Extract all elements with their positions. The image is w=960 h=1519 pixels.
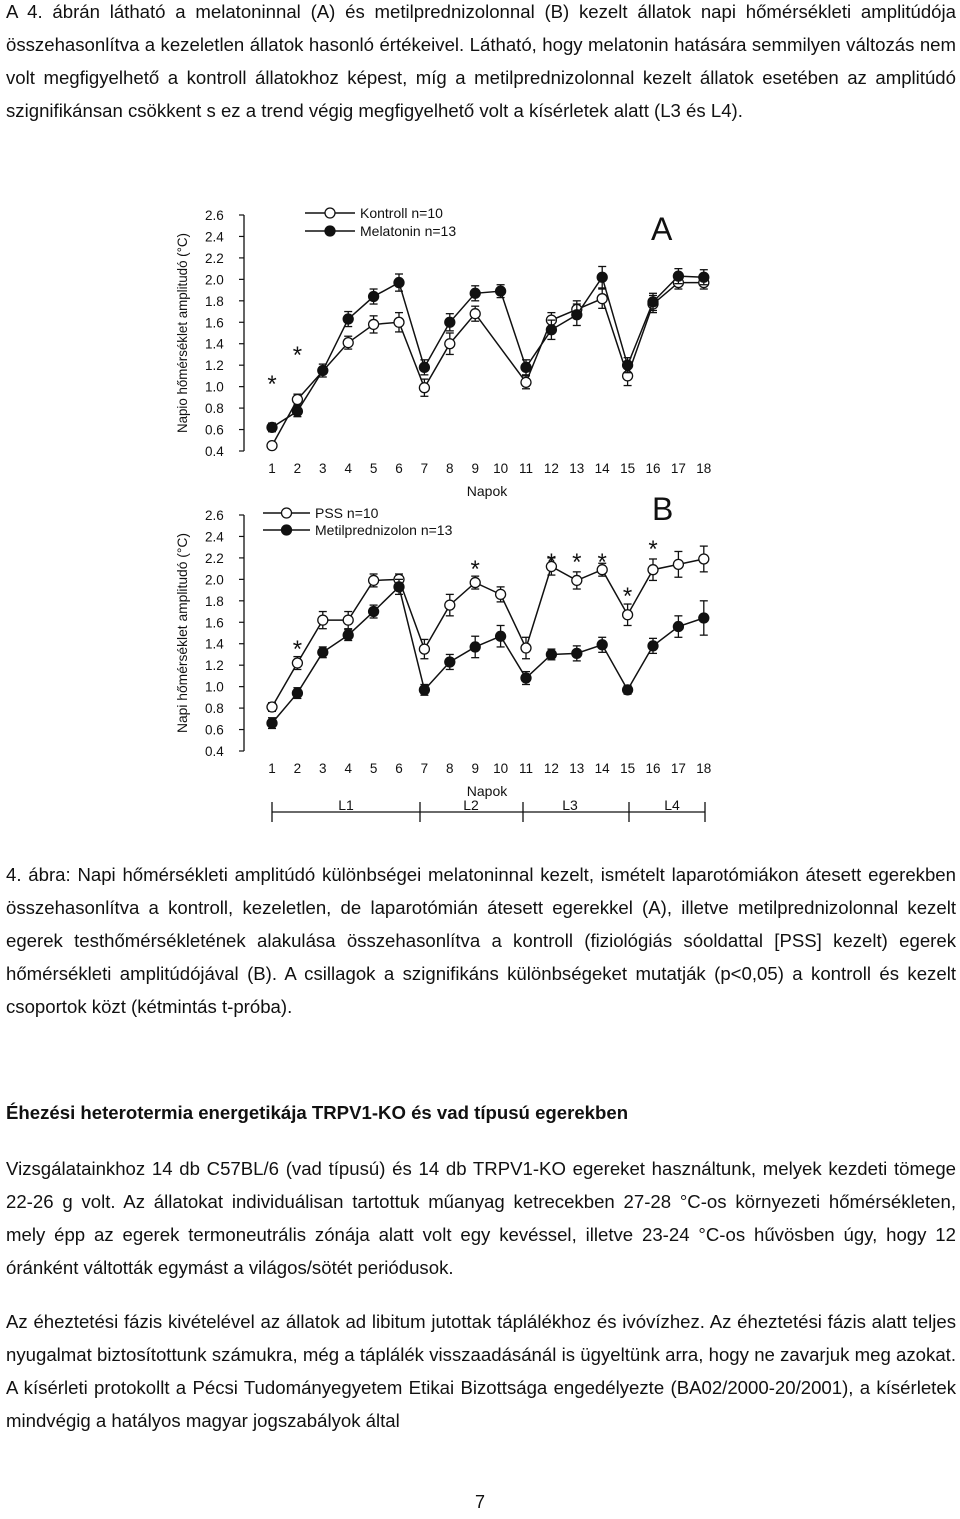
y-tick-label: 2.6 [205,508,224,523]
data-point [445,657,455,667]
data-point [369,292,379,302]
data-point [445,339,455,349]
data-point [394,278,404,288]
data-point [572,575,582,585]
y-tick-label: 1.4 [205,636,224,652]
x-tick-label: 10 [493,761,509,776]
x-axis-title: Napok [466,783,508,799]
series-line [272,559,704,707]
data-point [648,641,658,651]
y-tick-label: 1.2 [205,658,224,674]
legend-label: Kontroll n=10 [360,205,443,221]
y-tick-label: 2.4 [205,229,224,245]
data-point [496,589,506,599]
data-point [546,649,556,659]
x-tick-label: 12 [543,461,559,476]
significance-star: * [572,549,582,576]
significance-star: * [267,371,277,398]
y-tick-label: 1.2 [205,358,224,374]
data-point [673,271,683,281]
data-point [521,362,531,372]
y-tick-label: 2.2 [205,250,224,266]
data-point [267,718,277,728]
y-tick-label: 0.4 [205,744,224,759]
panel-label: B [652,491,674,527]
data-point [699,554,709,564]
x-tick-label: 9 [471,761,479,776]
x-tick-label: 18 [696,461,712,476]
data-point [419,685,429,695]
x-tick-label: 2 [293,461,302,476]
data-point [343,338,353,348]
data-point [343,630,353,640]
period-label: L1 [338,797,354,813]
x-tick-label: 8 [446,761,454,776]
significance-star: * [292,342,303,369]
x-axis-title: Napok [466,483,508,499]
legend-marker [325,226,335,236]
x-tick-label: 7 [420,461,429,476]
body-paragraph-2: Az éheztetési fázis kivételével az állatok ad libitum jutottak táplálékhoz és ivóvízhez. Az éheztetési fázis alatt teljes nyugalmat biztosítottunk számukra, még a táplálék visszaadásánál is ügyeltünk arra, hogy ne zavarjuk meg azokat. A kísérleti protokollt a Pécsi Tudományegyetem Etikai Bizottsága engedélyezte (BA02/2000-20/2001), a kísérletek mindvégig a hatályos magyar jogszabályok által [6,1311,956,1431]
y-tick-label: 2.2 [205,550,224,566]
x-tick-label: 10 [493,461,509,476]
data-point [267,441,277,451]
data-point [623,360,633,370]
y-tick-label: 1.8 [205,293,224,309]
data-point [369,575,379,585]
data-point [267,422,277,432]
data-point [445,600,455,610]
significance-star: * [597,549,607,576]
legend-label: PSS n=10 [315,505,379,521]
y-tick-label: 0.8 [205,701,224,717]
data-point [521,377,531,387]
x-tick-label: 1 [268,461,276,476]
data-point [318,647,328,657]
y-tick-label: 1.6 [205,315,224,331]
significance-star: * [470,556,480,583]
period-label: L3 [562,797,578,813]
x-tick-label: 5 [369,761,378,776]
data-point [572,648,582,658]
x-tick-label: 7 [420,761,429,776]
period-label: L2 [463,797,479,813]
data-point [623,685,633,695]
data-point [699,272,709,282]
body-paragraph-1: Vizsgálatainkhoz 14 db C57BL/6 (vad típusú) és 14 db TRPV1-KO egereket használtunk, melyek kezdeti tömege 22-26 g volt. Az állatokat individuálisan tartottuk műanyag ketrecekben 27-28 °C-os környezeti hőmérsékleten, mely épp az egerek termoneutrális zónája alatt volt egy kevéssel, illetve 23-24 °C-os hűvösben úgy, hogy 12 óránként váltották egymást a világos/sötét periódusok. [6,1158,956,1278]
y-tick-label: 0.6 [205,722,224,738]
x-tick-label: 4 [344,761,352,776]
data-point [292,688,302,698]
data-point [343,314,353,324]
x-tick-label: 14 [594,461,610,476]
x-tick-label: 13 [569,761,585,776]
x-tick-label: 13 [569,461,585,476]
x-tick-label: 15 [620,761,636,776]
y-tick-label: 2.0 [205,572,224,588]
data-point [623,610,633,620]
y-axis-title: Napio hőmérséklet amplitudó (°C) [174,222,190,433]
x-tick-label: 11 [518,461,534,476]
x-tick-label: 14 [594,761,610,776]
legend-marker [282,508,292,518]
y-tick-label: 2.0 [205,272,224,288]
data-point [394,582,404,592]
data-point [673,559,683,569]
x-tick-label: 1 [268,761,276,776]
data-point [597,294,607,304]
chart-panel-a [174,205,711,499]
data-point [318,366,328,376]
data-point [597,272,607,282]
data-point [470,642,480,652]
data-point [572,310,582,320]
y-tick-label: 1.4 [205,336,224,352]
data-point [648,565,658,575]
x-tick-label: 3 [319,761,327,776]
data-point [369,319,379,329]
y-tick-label: 0.6 [205,422,224,438]
x-tick-label: 4 [344,461,352,476]
x-tick-label: 6 [395,461,403,476]
y-tick-label: 1.8 [205,593,224,609]
x-tick-label: 16 [645,461,661,476]
significance-star: * [546,549,557,576]
series-line [272,283,704,446]
section-heading: Éhezési heterotermia energetikája TRPV1-KO és vad típusú egerekben [6,1102,629,1123]
data-point [394,317,404,327]
data-point [496,286,506,296]
data-point [419,644,429,654]
y-tick-label: 0.4 [205,444,224,459]
x-tick-label: 18 [696,761,712,776]
legend-marker [282,525,292,535]
x-tick-label: 9 [471,461,479,476]
x-tick-label: 5 [369,461,378,476]
data-point [419,362,429,372]
x-tick-label: 12 [543,761,559,776]
data-point [496,631,506,641]
intro-paragraph: A 4. ábrán látható a melatoninnal (A) és metilprednizolonnal (B) kezelt állatok napi hőmérsékleti amplitúdója összehasonlítva a kezeletlen állatok hasonló értékeivel. Látható, hogy melatonin hatására semmilyen változás nem volt megfigyelhető a kontroll állatokhoz képest, míg a metilprednizolonnal kezelt állatok esetében az amplitúdó szignifikánsan csökkent s ez a trend végig megfigyelhető volt a kísérletek alatt (L3 és L4). [6,1,956,121]
figure-caption: 4. ábra: Napi hőmérsékleti amplitúdó különbségei melatoninnal kezelt, ismételt laparotómiákon átesett egerekben összehasonlítva a kontroll, kezeletlen, de laparotómián átesett egerekkel (A), illetve metilprednizolonnal kezelt egerek testhőmérsékletének alakulása összehasonlítva a kontroll (fiziológiás sóoldattal [PSS] kezelt) egerek hőmérsékleti amplitúdójával (B). A csillagok a szignifikáns különbségeket mutatják (p<0,05) a kontroll és kezelt csoportok közt (kétmintás t-próba). [6,864,956,1017]
x-tick-label: 2 [293,761,302,776]
legend-label: Melatonin n=13 [360,223,457,239]
data-point [369,607,379,617]
significance-star: * [292,636,303,663]
x-tick-label: 6 [395,761,403,776]
data-point [292,395,302,405]
x-tick-label: 11 [518,761,534,776]
data-point [267,702,277,712]
x-tick-label: 16 [645,761,661,776]
x-tick-label: 17 [670,761,686,776]
x-tick-label: 15 [620,461,636,476]
y-tick-label: 1.0 [205,679,224,695]
y-tick-label: 0.8 [205,401,224,417]
data-point [597,640,607,650]
series-line [272,587,704,723]
data-point [292,406,302,416]
data-point [546,325,556,335]
data-point [343,615,353,625]
data-point [470,288,480,298]
data-point [318,615,328,625]
y-tick-label: 2.4 [205,529,224,545]
x-tick-label: 3 [319,461,327,476]
y-tick-label: 1.6 [205,615,224,631]
significance-star: * [648,536,658,563]
data-point [445,317,455,327]
data-point [673,622,683,632]
period-label: L4 [664,797,680,813]
series-line [272,276,704,427]
y-tick-label: 1.0 [205,379,224,395]
y-tick-label: 2.6 [205,208,224,223]
page-number: 7 [474,1492,485,1512]
data-point [699,613,709,623]
data-point [521,643,531,653]
legend-marker [325,208,335,218]
panel-label: A [651,211,673,247]
significance-star: * [622,583,633,610]
x-tick-label: 17 [670,461,686,476]
data-point [648,297,658,307]
legend-label: Metilprednizolon n=13 [315,522,453,538]
data-point [521,673,531,683]
y-axis-title: Napi hőmérséklet amplitudó (°C) [174,530,190,733]
x-tick-label: 8 [446,461,454,476]
data-point [419,383,429,393]
data-point [470,309,480,319]
chart-panel-b [174,491,711,822]
